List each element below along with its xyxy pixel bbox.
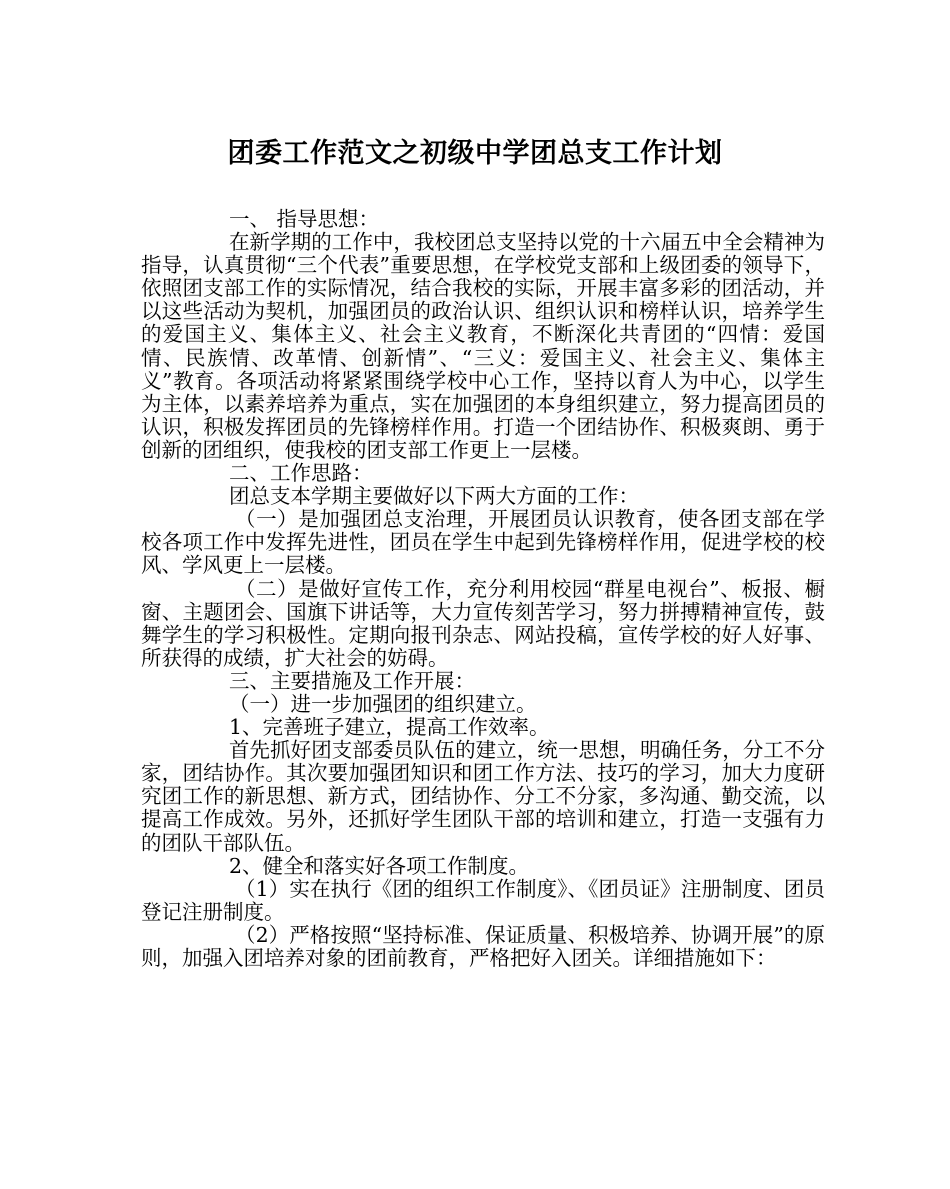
subheading-team-building: 1、完善班子建立，提高工作效率。	[229, 715, 550, 740]
paragraph-system-item-2: （2）严格按照“坚持标准、保证质量、积极培养、协调开展”的原则，加强入团培养对象的团前教育，严格把好入团关。详细措施如下：	[141, 922, 825, 970]
subheading-organization: （一）进一步加强团的组织建立。	[229, 691, 537, 716]
paragraph-guiding-ideology: 在新学期的工作中，我校团总支坚持以党的十六届五中全会精神为指导，认真贯彻“三个代表”重要思想，在学校党支部和上级团委的领导下，依照团支部工作的实际情况，结合我校的实际，开展丰富多彩的团活动，并以这些活动为契机，加强团员的政治认识、组织认识和榜样认识，培养学生的爱国主义、集体主义、社会主义教育，不断深化共青团的“四情：爱国情、民族情、改革情、创新情”、“三义：爱国主义、社会主义、集体主义”教育。各项活动将紧紧围绕学校中心工作，坚持以育人为中心，以学生为主体，以素养培养为重点，实在加强团的本身组织建立，努力提高团员的认识，积极发挥团员的先锋榜样作用。打造一个团结协作、积极爽朗、勇于创新的团组织，使我校的团支部工作更上一层楼。	[141, 230, 825, 462]
document-title: 团委工作范文之初级中学团总支工作计划	[227, 138, 723, 169]
subheading-work-system: 2、健全和落实好各项工作制度。	[229, 853, 530, 878]
document-body	[141, 208, 825, 970]
paragraph-work-item-1: （一）是加强团总支治理，开展团员认识教育，使各团支部在学校各项工作中发挥先进性，团员在学生中起到先锋榜样作用，促进学校的校风、学风更上一层楼。	[141, 507, 825, 578]
section-heading-1: 一、 指导思想：	[229, 207, 380, 231]
paragraph-work-intro: 团总支本学期主要做好以下两大方面的工作：	[229, 484, 639, 509]
paragraph-team-building: 首先抓好团支部委员队伍的建立，统一思想，明确任务，分工不分家，团结协作。其次要加强团知识和团工作方法、技巧的学习，加大力度研究团工作的新思想、新方式，团结协作、分工不分家，多沟通、勤交流，以提高工作成效。另外，还抓好学生团队干部的培训和建立，打造一支强有力的团队干部队伍。	[141, 738, 825, 855]
section-heading-2: 二、工作思路：	[229, 461, 373, 486]
paragraph-work-item-2: （二）是做好宣传工作，充分利用校园“群星电视台”、板报、橱窗、主题团会、国旗下讲话等，大力宣传刻苦学习，努力拼搏精神宣传，鼓舞学生的学习积极性。定期向报刊杂志、网站投稿，宣传学校的好人好事、所获得的成绩，扩大社会的妨碍。	[141, 576, 825, 670]
paragraph-system-item-1: （1）实在执行《团的组织工作制度》、《团员证》注册制度、团员登记注册制度。	[141, 876, 825, 924]
section-heading-3: 三、主要措施及工作开展：	[229, 668, 475, 693]
